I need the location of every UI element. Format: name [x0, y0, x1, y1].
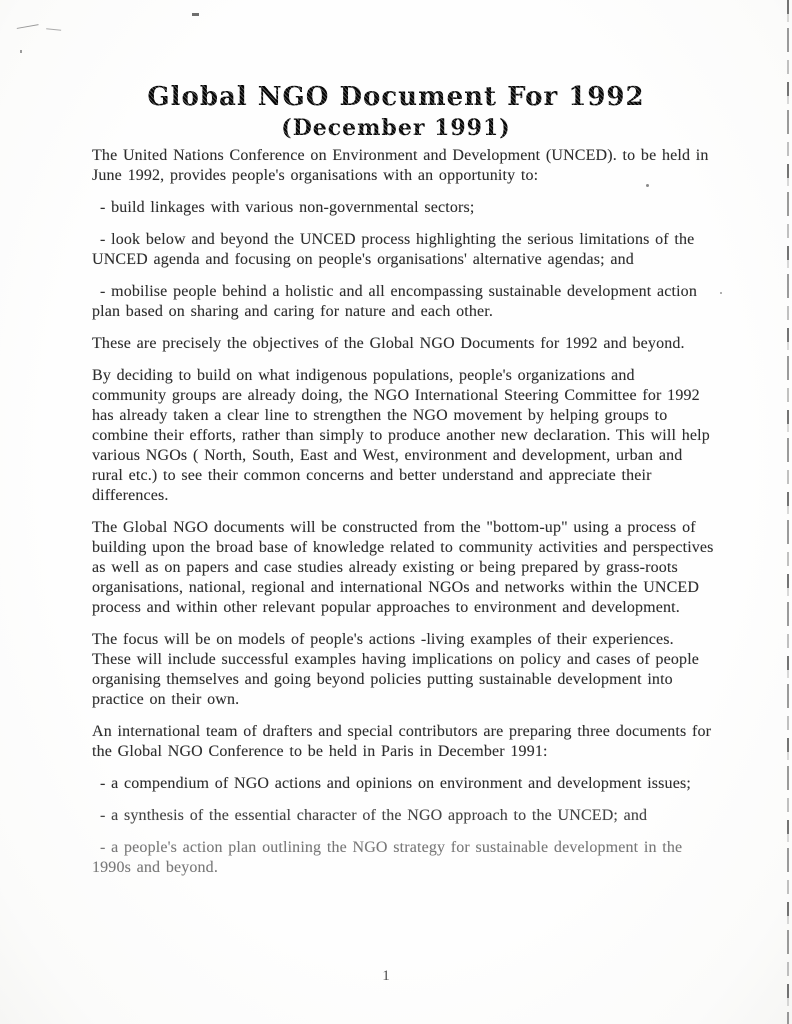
scan-artifact-squiggle: [17, 24, 40, 33]
paragraph-unced-intro: The United Nations Conference on Environment and Development (UNCED). to be held in June 1992, provides people's organisations with an opportunity to:: [92, 147, 709, 184]
paragraph-objectives: These are precisely the objectives of the Global NGO Documents for 1992 and beyond.: [92, 335, 685, 352]
title-line-2: (December 1991): [0, 115, 792, 141]
bullet-build-linkages: - build linkages with various non-governmental sectors;: [100, 199, 475, 216]
page-number: 1: [382, 968, 390, 984]
bullet-mobilise-people: - mobilise people behind a holistic and all encompassing sustainable development action plan based on sharing and caring for nature and each other.: [92, 283, 697, 320]
bullet-action-plan: - a people's action plan outlining the NGO strategy for sustainable development in the 1990s and beyond.: [92, 839, 683, 876]
document-title: [0, 82, 792, 141]
scan-artifact-dash: [192, 13, 199, 16]
paragraph-focus-models: The focus will be on models of people's actions -living examples of their experiences. These will include successful examples having implications on policy and cases of people organising themselves and going beyond policies putting sustainable development into practice on their own.: [92, 631, 700, 708]
bullet-compendium: - a compendium of NGO actions and opinions on environment and development issues;: [100, 775, 691, 792]
document-body: [92, 146, 714, 890]
paragraph-drafting-team: An international team of drafters and special contributors are preparing three documents for the Global NGO Conference to be held in Paris in December 1991:: [92, 723, 712, 760]
scan-edge-line: [787, 0, 789, 1024]
paragraph-bottom-up: The Global NGO documents will be constructed from the "bottom-up" using a process of building upon the broad base of knowledge related to community activities and perspectives as well as on papers and case studies already existing or being prepared by grass-roots organisations, national, regional and international NGOs and networks within the UNCED process and within other relevant popular approaches to environment and development.: [92, 519, 714, 616]
title-line-1: Global NGO Document For 1992: [0, 82, 792, 112]
scan-artifact-dot: [720, 292, 722, 294]
scan-artifact-dot: [646, 184, 649, 187]
scan-artifact-squiggle: [46, 28, 61, 34]
bullet-look-beyond: - look below and beyond the UNCED process highlighting the serious limitations of the UNCED agenda and focusing on people's organisations' alternative agendas; and: [92, 231, 695, 268]
bullet-synthesis: - a synthesis of the essential character of the NGO approach to the UNCED; and: [100, 807, 648, 824]
scan-artifact-dot: [20, 50, 22, 53]
paragraph-steering-committee: By deciding to build on what indigenous populations, people's organizations and community groups are already doing, the NGO International Steering Committee for 1992 has already taken a clear line to strengthen the NGO movement by helping groups to combine their efforts, rather than simply to produce another new declaration. This will help various NGOs ( North, South, East and West, environment and development, urban and rural etc.) to see their common concerns and better understand and appreciate their differences.: [92, 367, 710, 504]
